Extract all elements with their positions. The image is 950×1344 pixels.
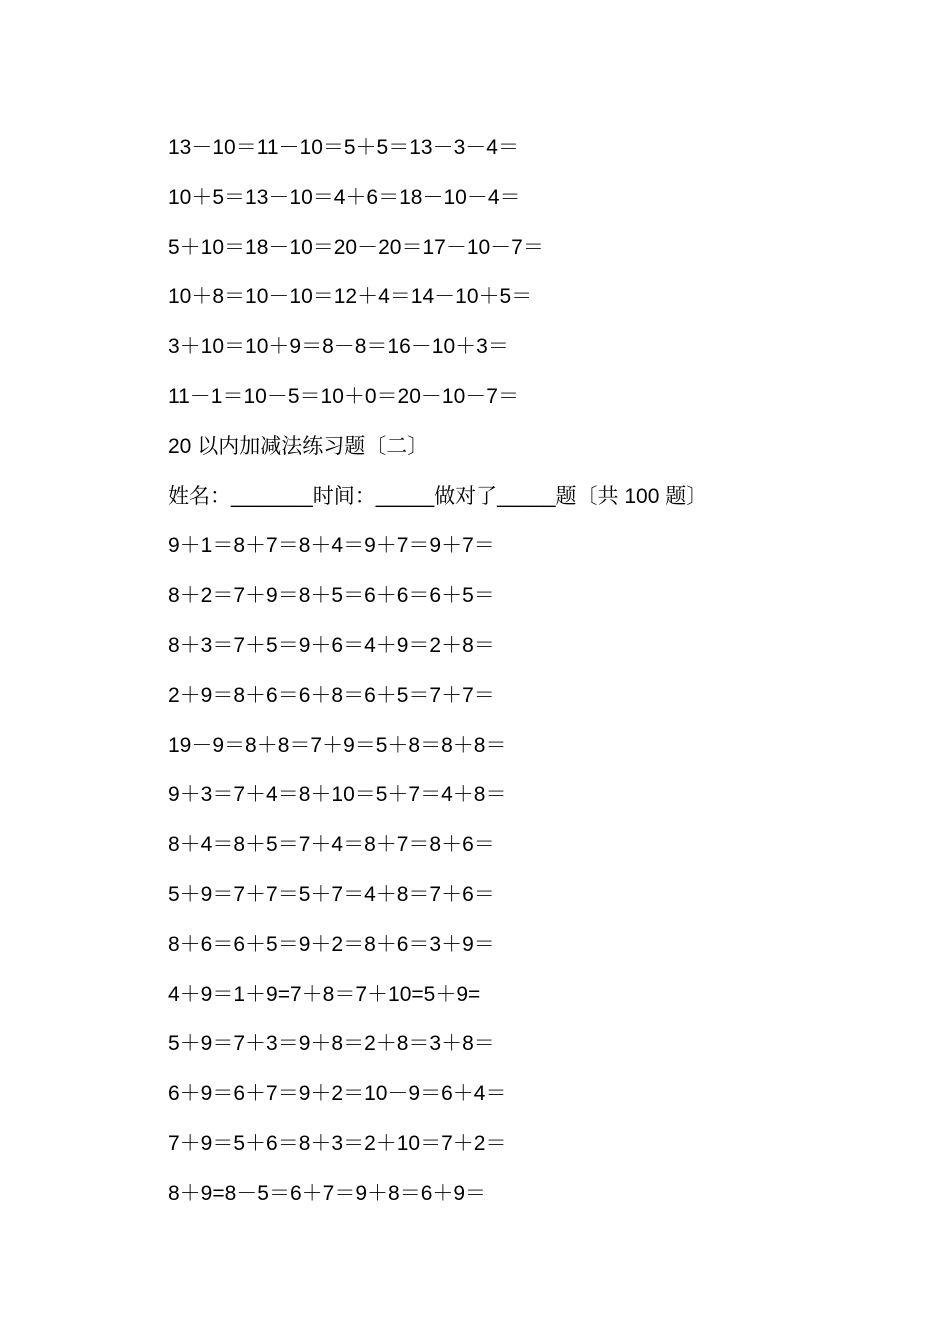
exercise-line: 8＋9=8－5＝6＋7＝9＋8＝6＋9＝: [168, 1181, 487, 1205]
worksheet-content: [168, 128, 868, 1224]
exercise-line: 5＋9＝7＋7＝5＋7＝4＋8＝7＋6＝: [168, 882, 495, 906]
exercise-line: 8＋4＝8＋5＝7＋4＝8＋7＝8＋6＝: [168, 833, 495, 857]
student-info-line: 姓名：_______时间：_____做对了_____题〔共 100 题〕: [168, 484, 708, 508]
exercise-line: 5＋10＝18－10＝20－20＝17－10－7＝: [168, 235, 544, 259]
exercise-line: 19－9＝8＋8＝7＋9＝5＋8＝8＋8＝: [168, 733, 507, 757]
exercise-line: 5＋9＝7＋3＝9＋8＝2＋8＝3＋8＝: [168, 1032, 495, 1056]
exercise-line: 8＋6＝6＋5＝9＋2＝8＋6＝3＋9＝: [168, 932, 495, 956]
exercise-line: 7＋9＝5＋6＝8＋3＝2＋10＝7＋2＝: [168, 1131, 507, 1155]
exercise-line: 6＋9＝6＋7＝9＋2＝10－9＝6＋4＝: [168, 1082, 507, 1106]
exercise-line: 4＋9＝1＋9=7＋8＝7＋10=5＋9=: [168, 982, 481, 1006]
exercise-line: 3＋10＝10＋9＝8－8＝16－10＋3＝: [168, 335, 509, 359]
exercise-line: 11－1＝10－5＝10＋0＝20－10－7＝: [168, 384, 519, 408]
exercise-line: 2＋9＝8＋6＝6＋8＝6＋5＝7＋7＝: [168, 683, 495, 707]
exercise-line: 8＋2＝7＋9＝8＋5＝6＋6＝6＋5＝: [168, 584, 495, 608]
exercise-line: 13－10＝11－10＝5＋5＝13－3－4＝: [168, 136, 519, 159]
exercise-line: 8＋3＝7＋5＝9＋6＝4＋9＝2＋8＝: [168, 633, 495, 657]
exercise-line: 9＋3＝7＋4＝8＋10＝5＋7＝4＋8＝: [168, 783, 507, 807]
exercise-line: 10＋8＝10－10＝12＋4＝14－10＋5＝: [168, 285, 533, 309]
section-title: 20 以内加减法练习题〔二〕: [168, 434, 429, 458]
exercise-line: 10＋5＝13－10＝4＋6＝18－10－4＝: [168, 185, 521, 209]
exercise-line: 9＋1＝8＋7＝8＋4＝9＋7＝9＋7＝: [168, 534, 495, 558]
